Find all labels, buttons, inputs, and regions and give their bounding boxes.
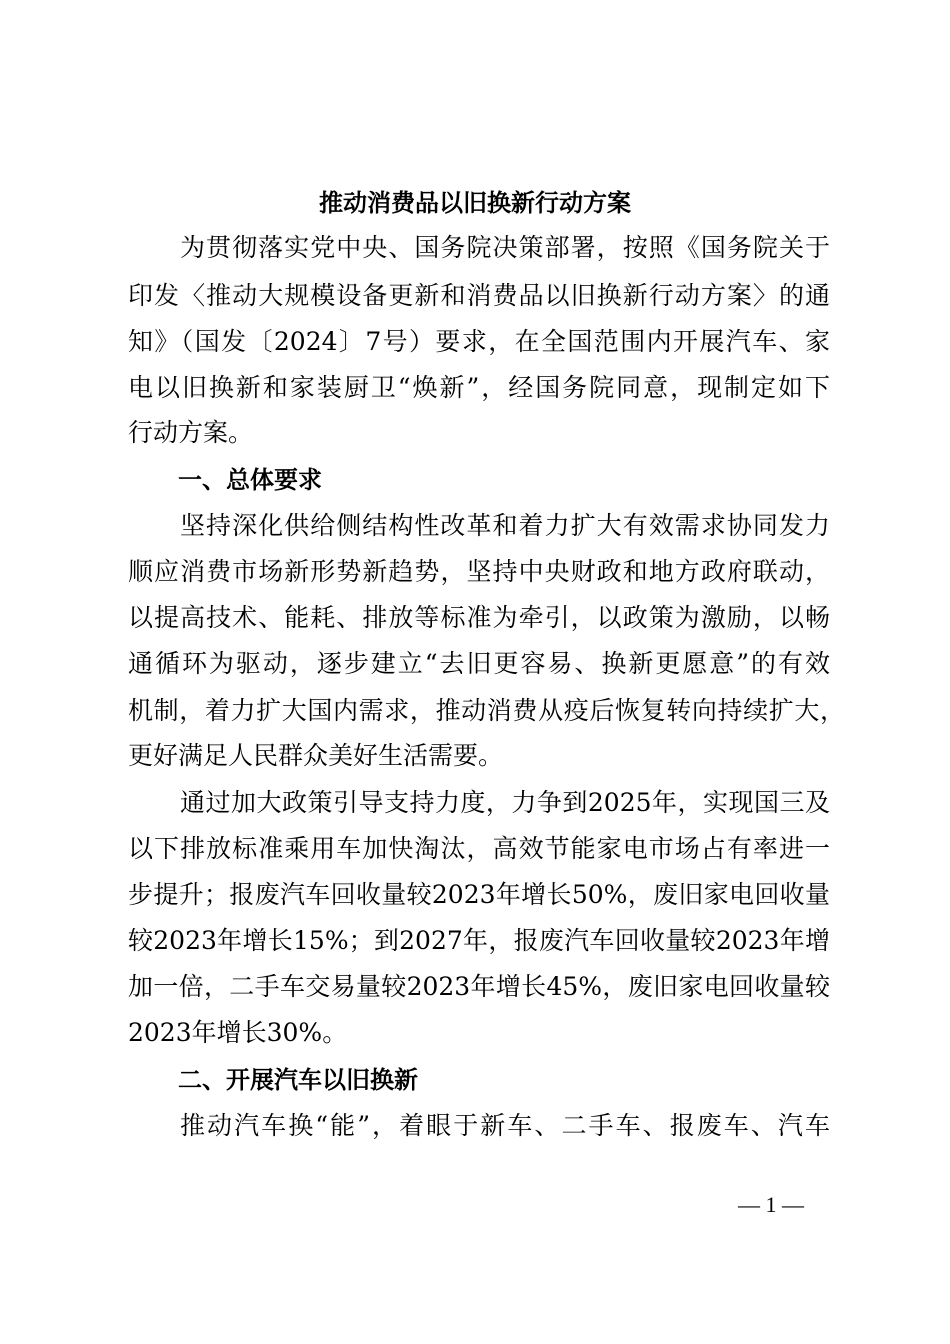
body-line: 推动汽车换“能”，着眼于新车、二手车、报废车、汽车 xyxy=(180,1111,830,1140)
body-line: 加一倍，二手车交易量较2023年增长45%，废旧家电回收量较 xyxy=(128,972,830,1001)
body-line: 电以旧换新和家装厨卫“焕新”，经国务院同意，现制定如下 xyxy=(128,373,830,402)
body-line: 以提高技术、能耗、排放等标准为牵引，以政策为激励，以畅 xyxy=(128,603,830,632)
page-number: — 1 — xyxy=(738,1192,804,1217)
body-line: 通循环为驱动，逐步建立“去旧更容易、换新更愿意”的有效 xyxy=(128,649,830,678)
body-line: 顺应消费市场新形势新趋势，坚持中央财政和地方政府联动， xyxy=(128,557,830,586)
body-line: 行动方案。 xyxy=(128,418,254,447)
section-heading: 一、总体要求 xyxy=(178,466,322,494)
section-heading: 二、开展汽车以旧换新 xyxy=(178,1066,418,1094)
body-line: 为贯彻落实党中央、国务院决策部署，按照《国务院关于 xyxy=(180,233,830,262)
body-line: 步提升；报废汽车回收量较2023年增长50%，废旧家电回收量 xyxy=(128,880,830,909)
body-line: 坚持深化供给侧结构性改革和着力扩大有效需求协同发力 xyxy=(180,511,830,540)
document-title: 推动消费品以旧换新行动方案 xyxy=(319,188,631,217)
body-line: 2023年增长30%。 xyxy=(128,1018,348,1047)
body-line: 通过加大政策引导支持力度，力争到2025年，实现国三及 xyxy=(180,788,830,817)
body-line: 印发〈推动大规模设备更新和消费品以旧换新行动方案〉的通 xyxy=(128,281,830,310)
body-line: 更好满足人民群众美好生活需要。 xyxy=(128,741,504,770)
body-line: 知》（国发〔2024〕7号）要求，在全国范围内开展汽车、家 xyxy=(128,327,830,356)
body-line: 机制，着力扩大国内需求，推动消费从疫后恢复转向持续扩大， xyxy=(128,696,845,725)
body-line: 较2023年增长15%；到2027年，报废汽车回收量较2023年增 xyxy=(128,926,830,955)
body-line: 以下排放标准乘用车加快淘汰，高效节能家电市场占有率进一 xyxy=(128,834,830,863)
